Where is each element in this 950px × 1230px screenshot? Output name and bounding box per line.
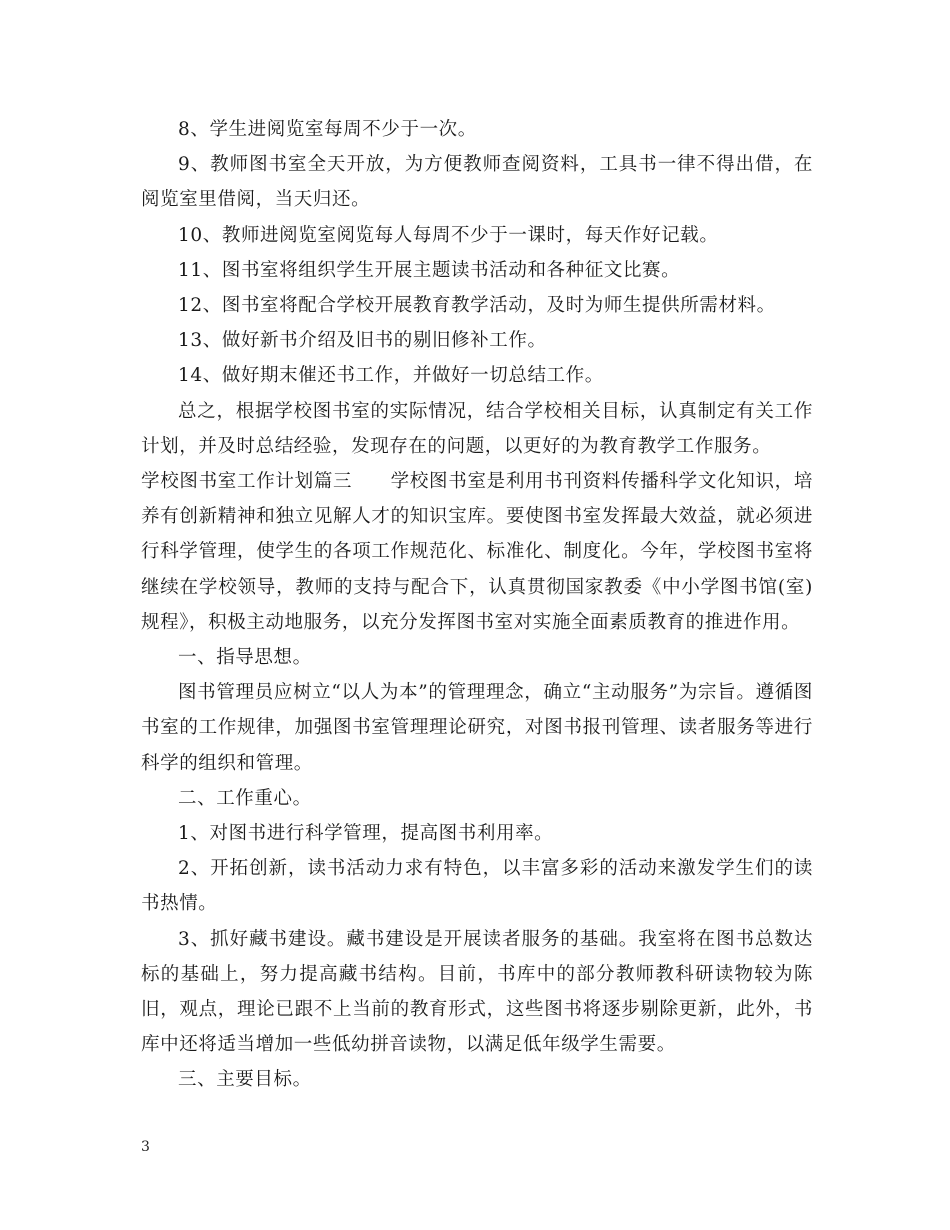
- paragraph-summary: 总之，根据学校图书室的实际情况，结合学校相关目标，认真制定有关工作计划，并及时总结经验，发现存在的问题，以更好的为教育教学工作服务。: [141, 400, 813, 457]
- heading-main-goals: 三、主要目标。: [178, 1069, 312, 1091]
- paragraph-item-12: 12、图书室将配合学校开展教育教学活动，及时为师生提供所需材料。: [178, 295, 776, 317]
- page-number: 3: [141, 1139, 150, 1155]
- paragraph-item-14: 14、做好期末催还书工作，并做好一切总结工作。: [178, 365, 604, 387]
- paragraph-item-8: 8、学生进阅览室每周不少于一次。: [178, 119, 477, 140]
- paragraph-item-9: 9、教师图书室全天开放，为方便教师查阅资料，工具书一律不得出借，在阅览室里借阅，当天归还。: [141, 154, 813, 211]
- heading-work-focus: 二、工作重心。: [178, 787, 312, 809]
- paragraph-guiding-thought: 图书管理员应树立“以人为本”的管理理念，确立“主动服务”为宗旨。遵循图书室的工作规律，加强图书室管理理论研究，对图书报刊管理、读者服务等进行科学的组织和管理。: [141, 682, 813, 774]
- heading-guiding-thought: 一、指导思想。: [178, 647, 312, 669]
- paragraph-item-10: 10、教师进阅览室阅览每人每周不少于一课时，每天作好记载。: [178, 224, 719, 246]
- document-body: [141, 112, 813, 1098]
- paragraph-item-13: 13、做好新书介绍及旧书的剔旧修补工作。: [178, 330, 547, 352]
- paragraph-focus-3: 3、抓好藏书建设。藏书建设是开展读者服务的基础。我室将在图书总数达标的基础上，努力提高藏书结构。目前，书库中的部分教师教科研读物较为陈旧，观点，理论已跟不上当前的教育形式，这些图书将逐步剔除更新，此外，书库中还将适当增加一些低幼拼音读物，以满足低年级学生需要。: [141, 928, 813, 1056]
- paragraph-item-11: 11、图书室将组织学生开展主题读书活动和各种征文比赛。: [178, 259, 681, 281]
- paragraph-focus-2: 2、开拓创新，读书活动力求有特色，以丰富多彩的活动来激发学生们的读书热情。: [141, 858, 813, 915]
- paragraph-section-three-intro: 学校图书室工作计划篇三 学校图书室是利用书刊资料传播科学文化知识，培养有创新精神和独立见解人才的知识宝库。要使图书室发挥最大效益，就必须进行科学管理，使学生的各项工作规范化、标准化、制度化。今年，学校图书室将继续在学校领导，教师的支持与配合下，认真贯彻国家教委《中小学图书馆(室)规程》，积极主动地服务，以充分发挥图书室对实施全面素质教育的推进作用。: [141, 471, 813, 633]
- paragraph-focus-1: 1、对图书进行科学管理，提高图书利用率。: [178, 823, 554, 845]
